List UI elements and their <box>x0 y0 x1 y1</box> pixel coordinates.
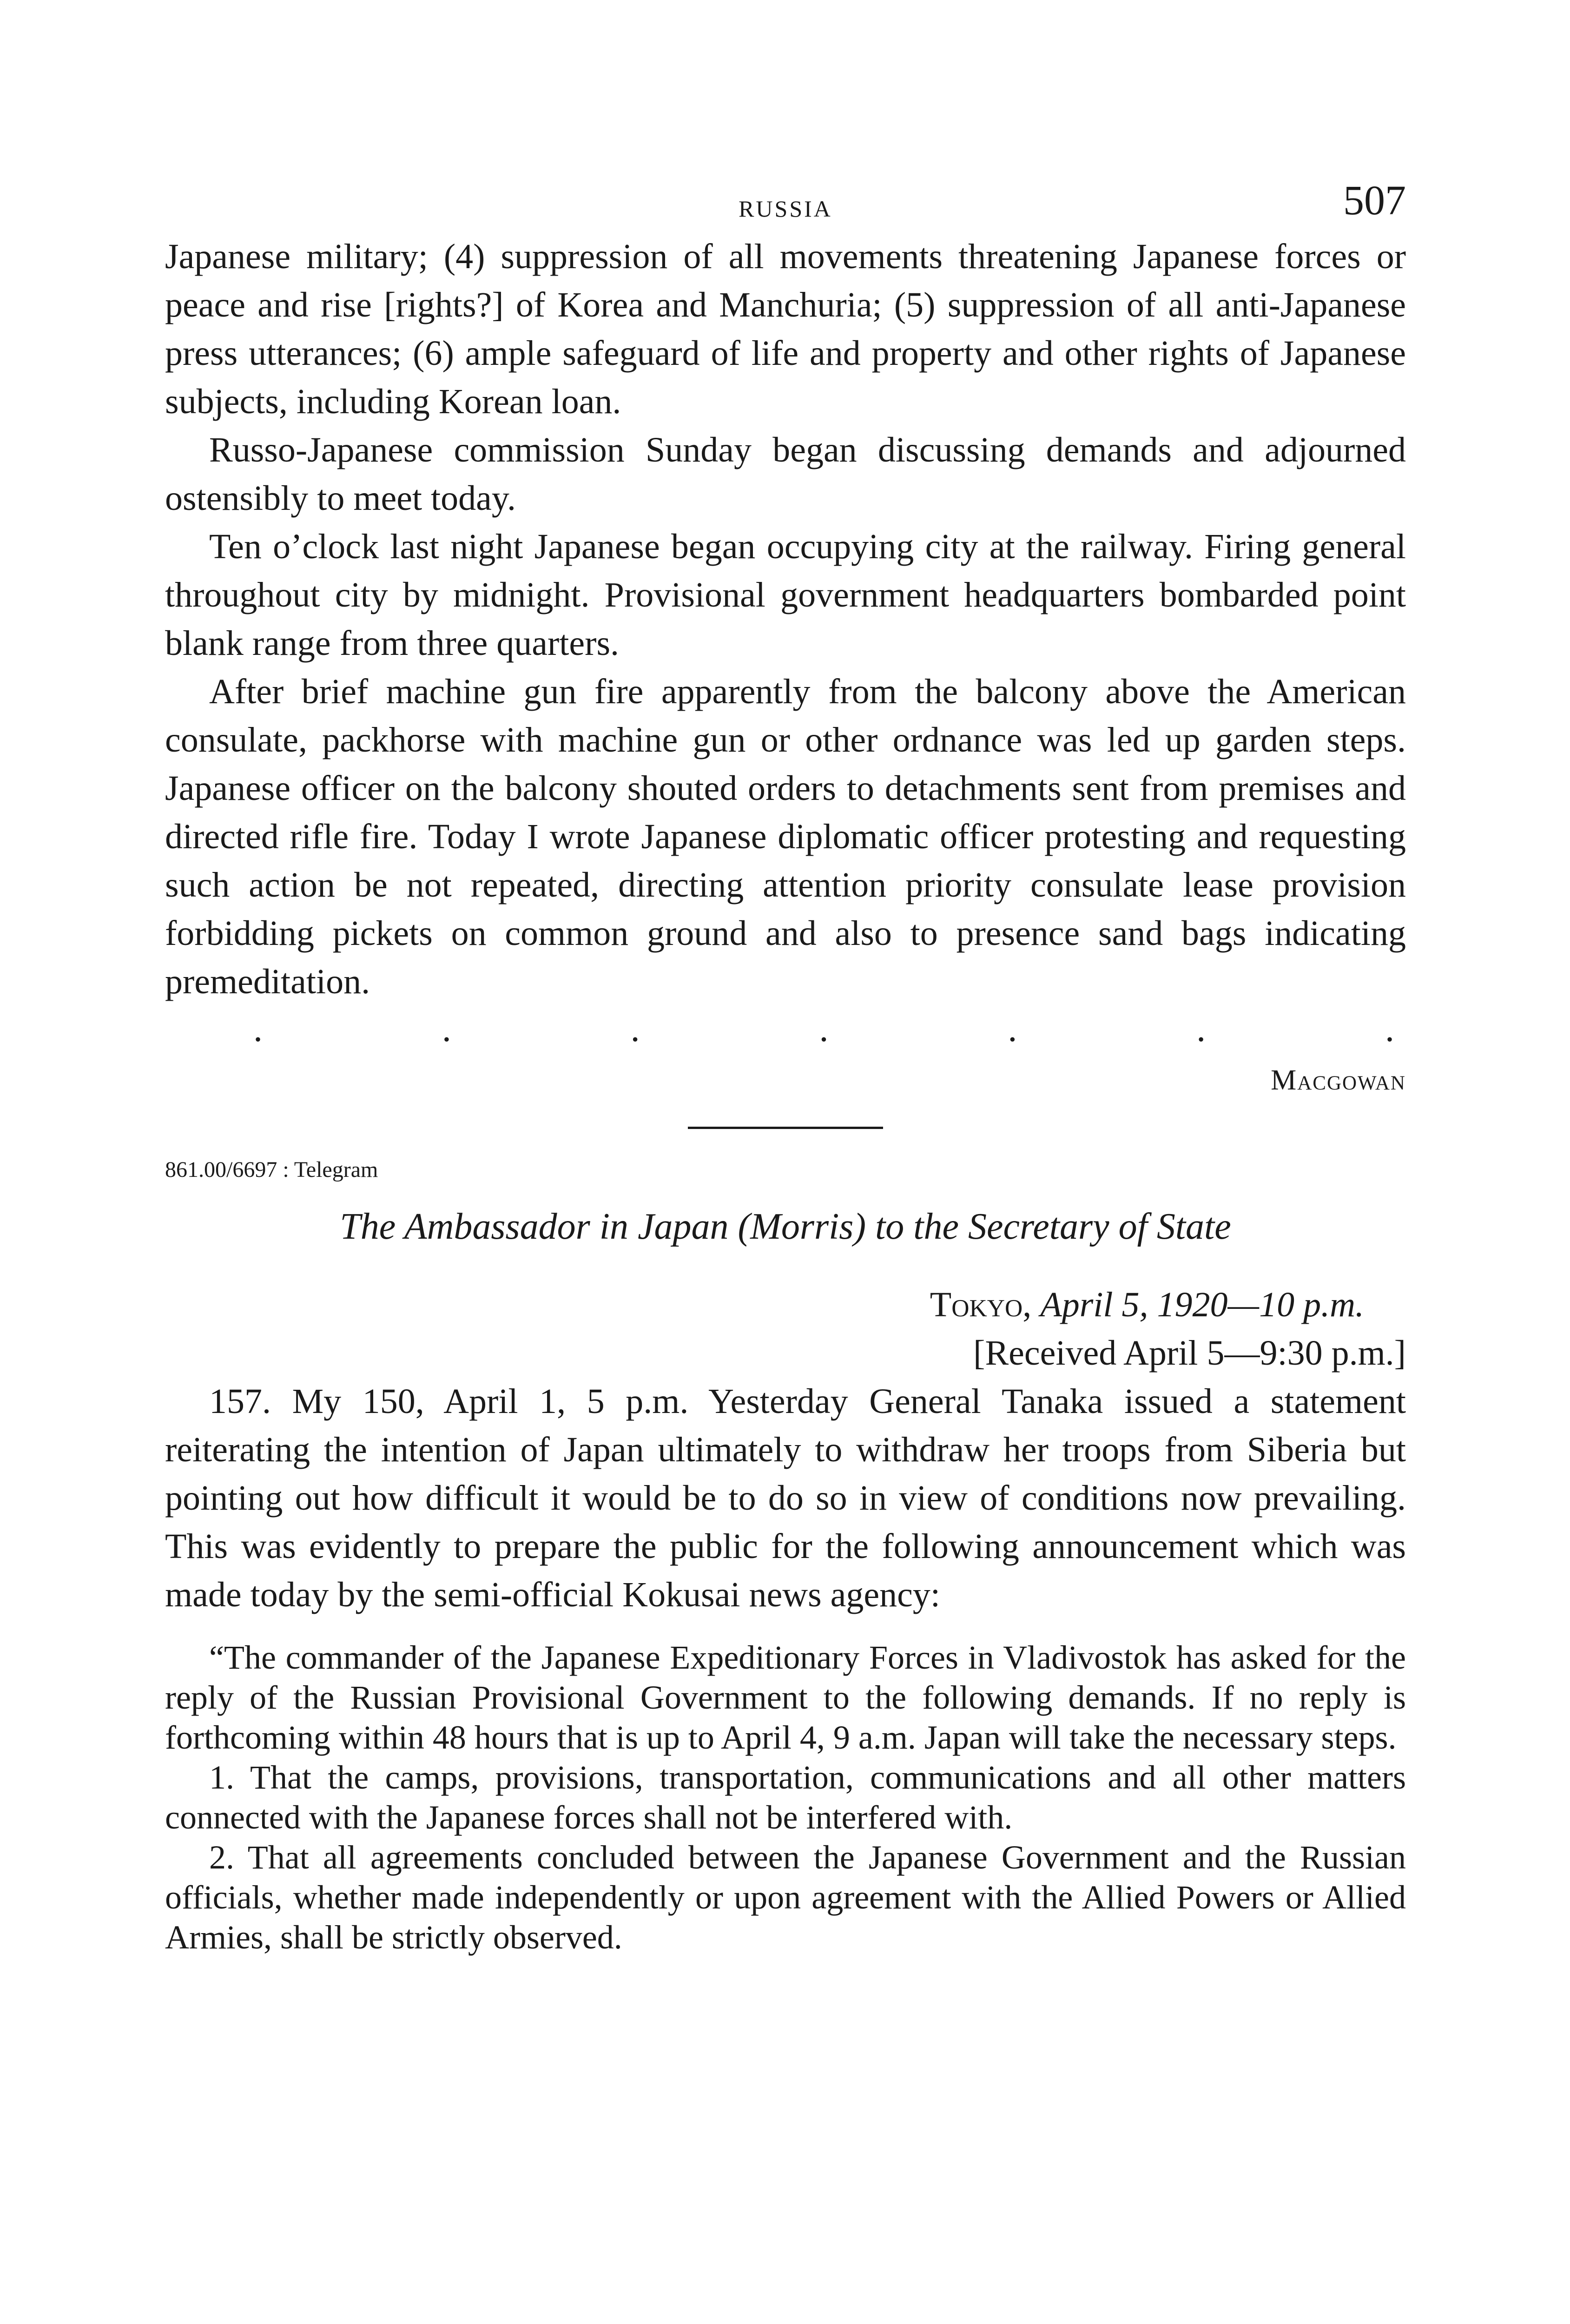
telegram-body: 157. My 150, April 1, 5 p.m. Yesterday General Tanaka issued a statement reiterating the intention of Japan ultimately to withdraw her troops from Siberia but pointing out how difficult it would be to do so in view of conditions now prevailing. This was evidently to prepare the public for the following announcement which was made today by the semi-official Kokusai news agency: <box>165 1382 1406 1614</box>
running-head <box>165 177 1406 232</box>
document-title: The Ambassador in Japan (Morris) to the Secretary of State <box>340 1206 1231 1247</box>
quote-item: 2. That all agreements concluded between the Japanese Government and the Russian officials, whether made independently or upon agreement with the Allied Powers or Allied Armies, shall be strictly observed. <box>165 1839 1406 1956</box>
document-page <box>165 177 1406 1957</box>
dot: . <box>1008 1009 1017 1050</box>
quoted-announcement <box>165 1637 1406 1957</box>
running-title: RUSSIA <box>739 196 832 222</box>
paragraph: Japanese military; (4) suppression of all movements threatening Japanese forces or peace and rise [rights?] of Korea and Manchuria; (5) suppression of all anti-Japanese press utterances; (6) ample safeguard of life and property and other rights of Japanese subjects, including Korean loan. <box>165 237 1406 421</box>
file-reference: 861.00/6697 : Telegram <box>165 1157 378 1182</box>
quote-intro: “The commander of the Japanese Expeditionary Forces in Vladivostok has asked for the reply of the Russian Provisional Government to the following demands. If no reply is forthcoming within 48 hours that is up to April 4, 9 a.m. Japan will take the necessary steps. <box>165 1639 1406 1756</box>
dateline <box>165 1281 1406 1329</box>
omission-dots <box>165 1006 1406 1055</box>
paragraph: Russo-Japanese commission Sunday began discussing demands and adjourned ostensibly to meet today. <box>165 430 1406 518</box>
quote-item: 1. That the camps, provisions, transportation, communications and all other matters connected with the Japanese forces shall not be interfered with. <box>165 1759 1406 1836</box>
dot: . <box>442 1009 451 1050</box>
signature: Macgowan <box>1271 1064 1406 1096</box>
received-note: [Received April 5—9:30 p.m.] <box>973 1334 1406 1373</box>
dateline-date: April 5, 1920—10 p.m. <box>1040 1285 1364 1324</box>
dateline-place: Tokyo, <box>930 1285 1032 1324</box>
page-number: 507 <box>1343 178 1406 224</box>
dot: . <box>1196 1009 1206 1050</box>
dot: . <box>630 1009 640 1050</box>
paragraph: Ten o’clock last night Japanese began occupying city at the railway. Firing general throughout city by midnight. Provisional government headquarters bombarded point blank range from three quarters. <box>165 527 1406 663</box>
dot: . <box>253 1009 263 1050</box>
paragraph: After brief machine gun fire apparently from the balcony above the American consulate, packhorse with machine gun or other ordnance was led up garden steps. Japanese officer on the balcony shouted orders to detachments sent from premises and directed rifle fire. Today I wrote Japanese diplomatic officer protesting and requesting such action be not repeated, directing attention priority consulate lease provision forbidding pickets on common ground and also to presence sand bags indicating premeditation. <box>165 672 1406 1001</box>
section-divider <box>688 1127 883 1129</box>
dot: . <box>1385 1009 1394 1050</box>
dot: . <box>819 1009 829 1050</box>
